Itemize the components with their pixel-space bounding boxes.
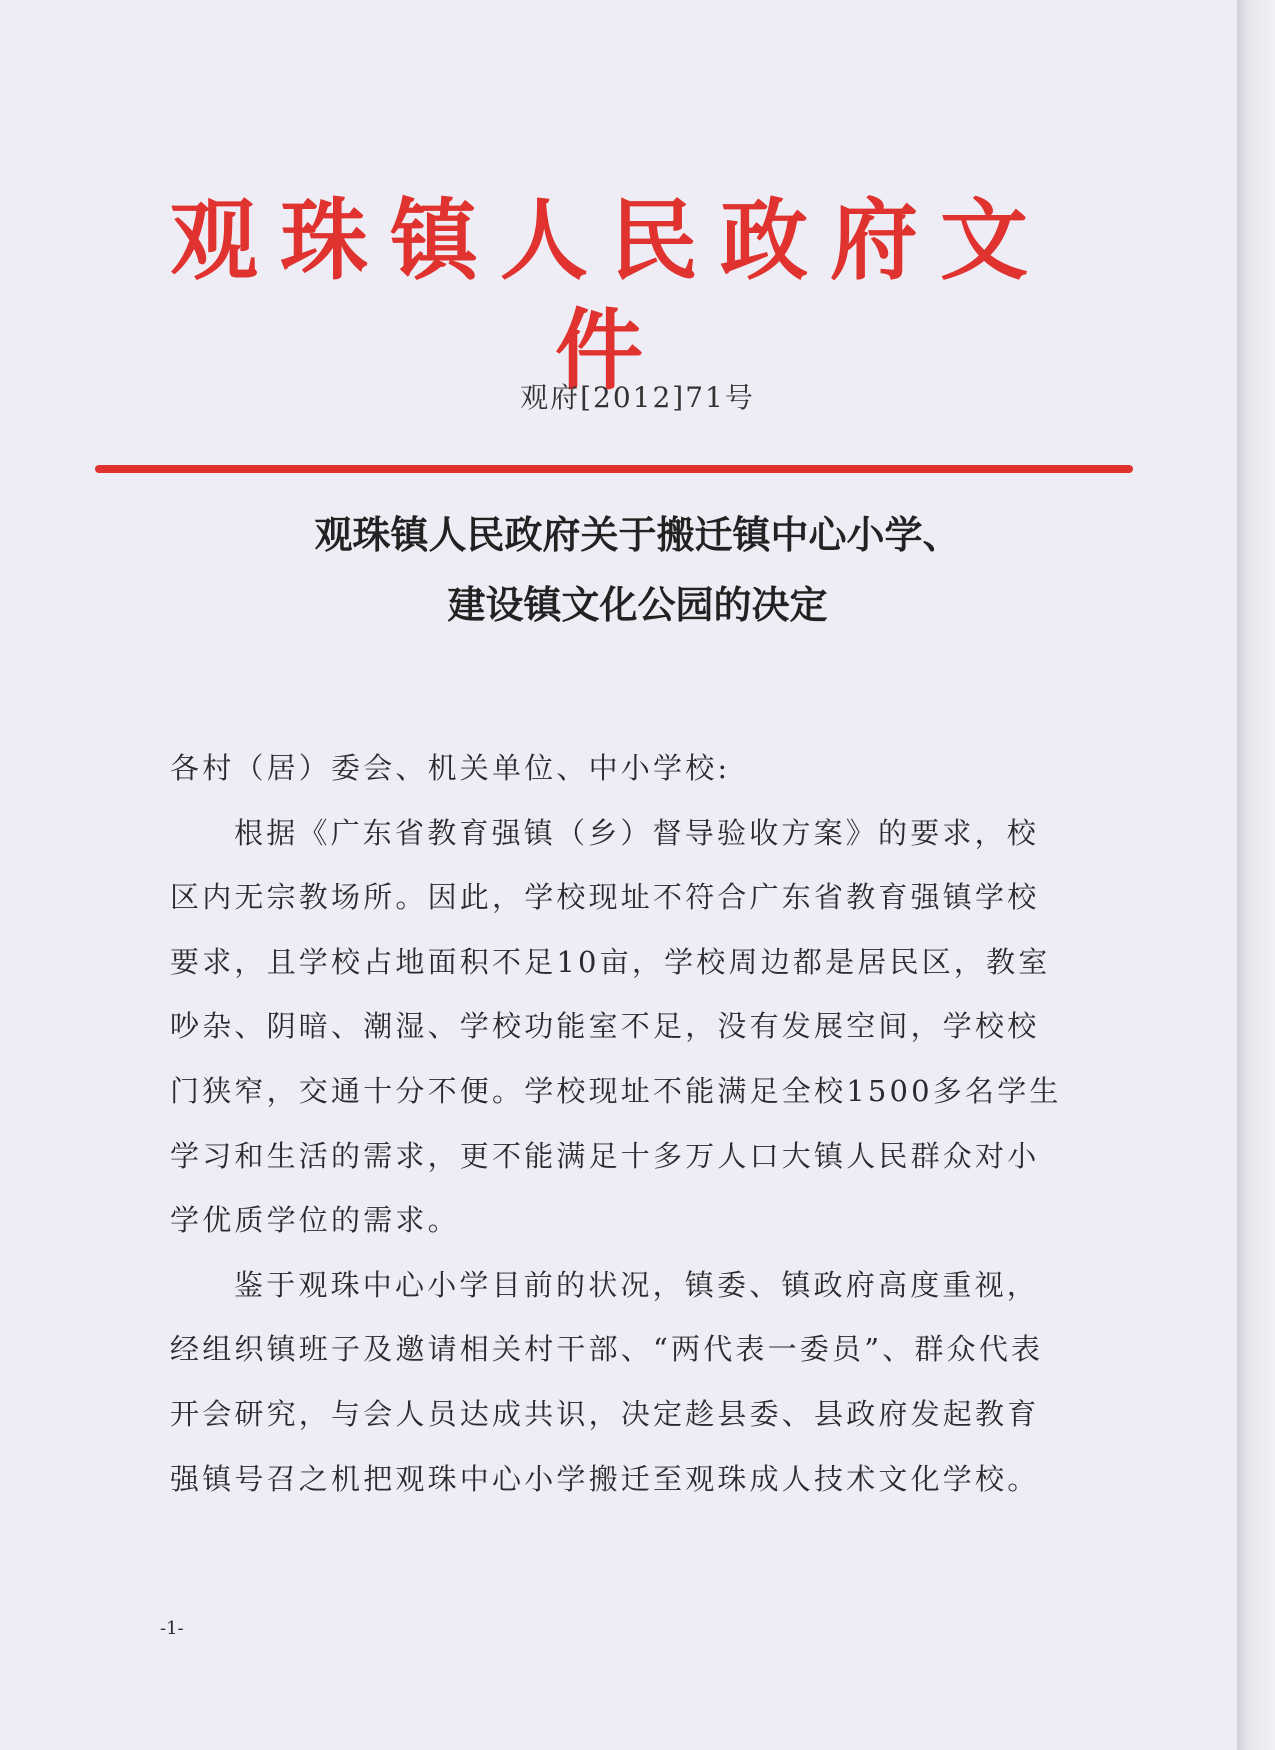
paragraph-line: 学习和生活的需求，更不能满足十多万人口大镇人民群众对小 [170, 1138, 1040, 1173]
document-header: 观珠镇人民政府文件 [169, 188, 1050, 402]
paragraph-line: 强镇号召之机把观珠中心小学搬迁至观珠成人技术文化学校。 [170, 1461, 1040, 1496]
document-number: 观府[2012]71号 [520, 381, 755, 414]
paragraph-line: 要求，且学校占地面积不足10亩，学校周边都是居民区，教室 [170, 944, 1051, 979]
paragraph-line: 经组织镇班子及邀请相关村干部、“两代表一委员”、群众代表 [170, 1332, 1044, 1367]
paragraph-line: 开会研究，与会人员达成共识，决定趁县委、县政府发起教育 [170, 1396, 1040, 1431]
paragraph-line: 门狭窄，交通十分不便。学校现址不能满足全校1500多名学生 [170, 1073, 1062, 1108]
document-title [0, 500, 1275, 640]
red-divider [95, 465, 1133, 473]
paragraph-line: 区内无宗教场所。因此，学校现址不符合广东省教育强镇学校 [170, 880, 1040, 915]
paragraph-line: 根据《广东省教育强镇（乡）督导验收方案》的要求，校 [234, 815, 1040, 850]
paragraph-line: 吵杂、阴暗、潮湿、学校功能室不足，没有发展空间，学校校 [170, 1009, 1040, 1044]
paragraph-line: 鉴于观珠中心小学目前的状况，镇委、镇政府高度重视， [234, 1267, 1040, 1302]
page-number: -1- [160, 1618, 184, 1639]
document-body [170, 736, 1070, 1511]
salutation: 各村（居）委会、机关单位、中小学校: [170, 751, 731, 785]
title-line: 建设镇文化公园的决定 [447, 583, 828, 627]
title-line: 观珠镇人民政府关于搬迁镇中心小学、 [314, 513, 961, 557]
scan-edge [1237, 0, 1275, 1750]
paragraph-line: 学优质学位的需求。 [170, 1203, 460, 1238]
